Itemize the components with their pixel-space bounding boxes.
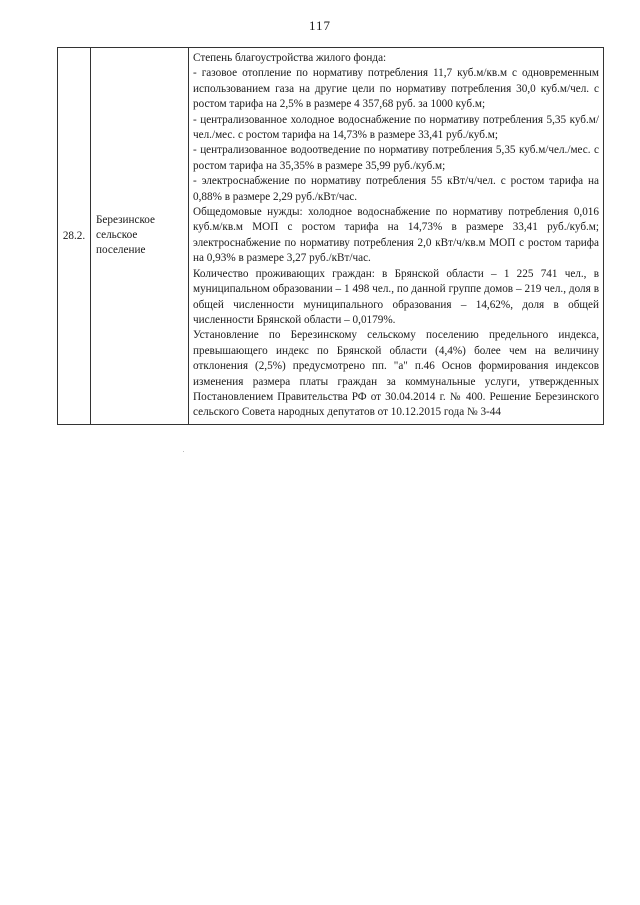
table-row: [58, 48, 604, 425]
paragraph-electricity: - электроснабжение по нормативу потребления 55 кВт/ч/чел. с ростом тарифа на 0,88% в размере 2,29 руб./кВт/час.: [193, 175, 599, 203]
row-content: [189, 48, 604, 425]
paragraph-drainage: - централизованное водоотведение по нормативу потребления 5,35 куб.м/чел./мес. с ростом тарифа на 35,35% в размере 35,99 руб./куб.м;: [193, 144, 599, 172]
paragraph-gas-heating: - газовое отопление по нормативу потребления 11,7 куб.м/кв.м с одновременным использованием газа на другие цели по нормативу потребления 30,0 куб.м/чел. с ростом тарифа на 2,5% в размере 4 357,68 руб. за 1000 куб.м;: [193, 67, 599, 111]
page-number: 117: [308, 18, 332, 33]
paragraph-population: Количество проживающих граждан: в Брянской области – 1 225 741 чел., в муниципальном образовании – 1 498 чел., по данной группе домов – 219 чел., доля в общей численности муниципального образования – 14,62%, доля в общей численности Брянской области – 0,0179%.: [193, 267, 599, 326]
paragraph-heading: Степень благоустройства жилого фонда:: [193, 52, 387, 64]
paragraph-common-needs: Общедомовые нужды: холодное водоснабжение по нормативу потребления 0,016 куб.м/кв.м МОП с ростом тарифа на 14,73% в размере 33,41 руб./куб.м; электроснабжение по нормативу потребления 2,0 кВт/ч/кв.м МОП с ростом тарифа на 0,93% в размере 3,27 руб./кВт/час.: [193, 206, 599, 265]
row-number: 28.2.: [58, 48, 91, 425]
paragraph-index-justification: Установление по Березинскому сельскому поселению предельного индекса, превышающего индекс по Брянской области (4,4%) более чем на величину отклонения (2,5%) предусмотрено пп. "а" п.46 Основ формирования индексов изменения размера платы граждан за коммунальные услуги, утвержденных Постановлением Правительства РФ от 30.04.2014 г. № 400. Решение Березинского сельского Совета народных депутатов от 10.12.2015 года № 3-44: [193, 329, 599, 419]
tariff-table: [57, 47, 604, 425]
scan-speck: [183, 451, 184, 452]
paragraph-cold-water: - централизованное холодное водоснабжение по нормативу потребления 5,35 куб.м/чел./мес. с ростом тарифа на 14,73% в размере 33,41 руб./куб.м;: [193, 113, 599, 142]
settlement-name: Березинское сельское поселение: [91, 48, 189, 425]
